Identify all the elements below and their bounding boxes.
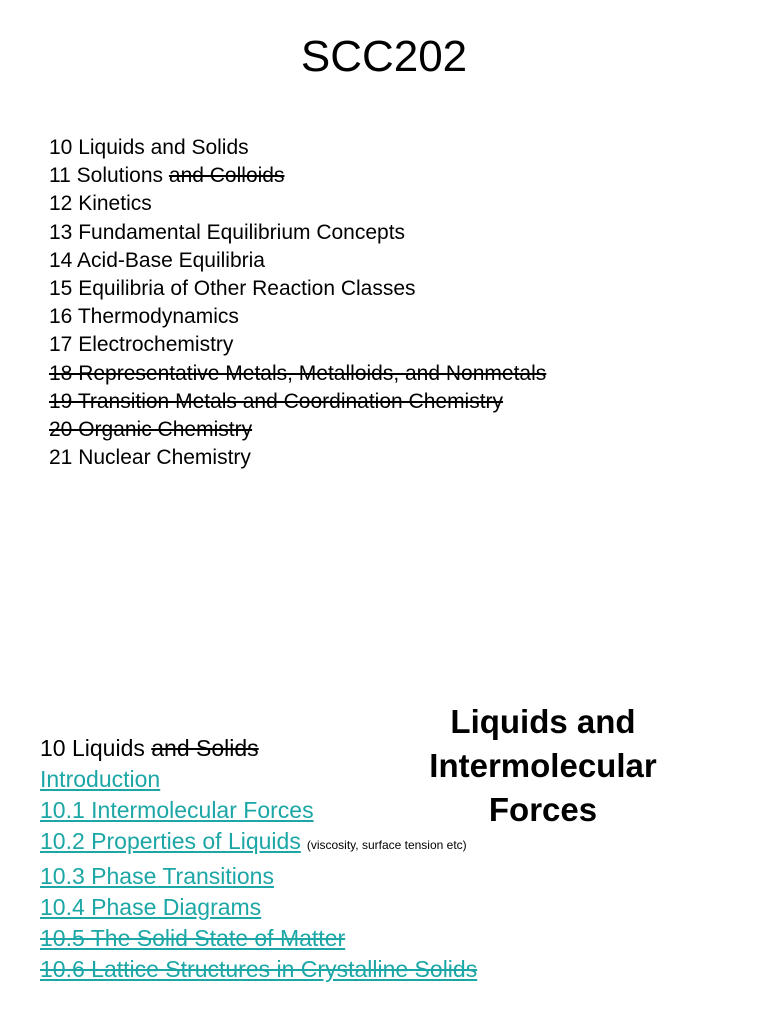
chapter-10-heading-text: 10 Liquids [40, 735, 145, 761]
chapter-number: 17 [49, 333, 73, 357]
chapter-number: 13 [49, 220, 73, 244]
chapter-item-21 [49, 444, 546, 472]
chapter-item-18 [49, 360, 546, 388]
section-link-item [40, 892, 477, 923]
chapter-number: 15 [49, 277, 73, 301]
chapter-title: Fundamental Equilibrium Concepts [78, 220, 406, 244]
section-link-item [40, 954, 477, 985]
chapter-struck-text: 20 Organic Chemistry [49, 418, 253, 442]
chapter-title: Kinetics [78, 192, 152, 216]
chapter-struck-text: and Colloids [168, 164, 285, 188]
chapter-number: 12 [49, 192, 73, 216]
chapter-number: 10 [49, 136, 73, 159]
link-10-5-solid-state-of-matter[interactable]: 10.5 The Solid State of Matter [40, 925, 346, 951]
chapter-list [49, 134, 546, 472]
properties-note: (viscosity, surface tension etc) [306, 838, 467, 852]
section-link-item [40, 861, 477, 892]
chapter-number: 21 [49, 446, 73, 470]
page-title: SCC202 [300, 32, 468, 81]
chapter-title: Electrochemistry [78, 333, 234, 357]
link-introduction[interactable]: Introduction [40, 766, 161, 792]
link-10-6-lattice-structures[interactable]: 10.6 Lattice Structures in Crystalline Solids [40, 956, 478, 982]
chapter-title: Acid-Base Equilibria [77, 248, 265, 272]
chapter-item-11 [49, 162, 546, 190]
link-10-1-intermolecular-forces[interactable]: 10.1 Intermolecular Forces [40, 797, 314, 823]
chapter-title: Equilibria of Other Reaction Classes [78, 277, 416, 301]
chapter-item-12 [49, 190, 546, 218]
chapter-number: 14 [49, 248, 73, 272]
chapter-item-14 [49, 247, 546, 275]
chapter-item-20 [49, 416, 546, 444]
link-10-2-properties-of-liquids[interactable]: 10.2 Properties of Liquids [40, 828, 301, 854]
chapter-title: Nuclear Chemistry [78, 446, 251, 470]
link-10-4-phase-diagrams[interactable]: 10.4 Phase Diagrams [40, 894, 262, 920]
chapter-title: Liquids and Solids [78, 136, 249, 159]
chapter-title: Solutions [76, 164, 164, 188]
chapter-item-16 [49, 303, 546, 331]
chapter-number: 16 [49, 305, 73, 329]
chapter-struck-text: 18 Representative Metals, Metalloids, and Nonmetals [49, 361, 547, 385]
link-10-3-phase-transitions[interactable]: 10.3 Phase Transitions [40, 863, 274, 889]
chapter-10-heading-struck: and Solids [151, 735, 259, 761]
chapter-item-13 [49, 219, 546, 247]
chapter-item-15 [49, 275, 546, 303]
chapter-title: Thermodynamics [77, 305, 239, 329]
chapter-struck-text: 19 Transition Metals and Coordination Chemistry [49, 389, 504, 413]
chapter-number: 11 [49, 164, 71, 188]
chapter-item-19 [49, 388, 546, 416]
chapter-item-17 [49, 331, 546, 359]
chapter-item-10 [49, 134, 546, 162]
side-heading: Liquids and Intermolecular Forces [429, 703, 657, 828]
section-link-item [40, 923, 477, 954]
